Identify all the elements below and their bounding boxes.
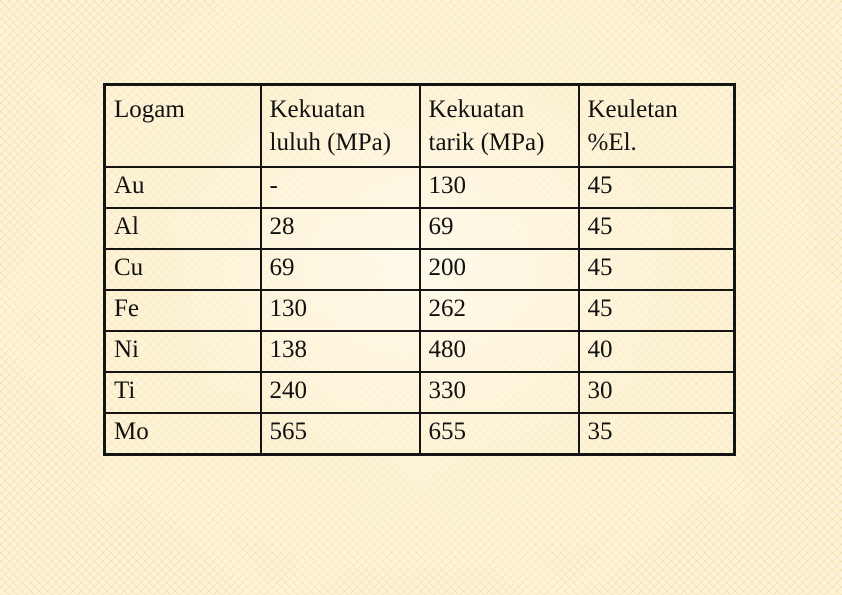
table-row (105, 413, 735, 455)
table-cell-yield: 69 (261, 249, 420, 290)
header-row (105, 85, 735, 168)
table-cell-tensile: 130 (420, 167, 579, 208)
header-line: tarik (MPa) (428, 128, 545, 156)
table-cell-ductility: 30 (579, 372, 735, 413)
table-cell-yield: 130 (261, 290, 420, 331)
header-line: Kekuatan (428, 96, 525, 123)
table-cell-ductility: 45 (579, 290, 735, 331)
table-header (105, 85, 735, 168)
table-cell-yield: 28 (261, 208, 420, 249)
table-cell-metal: Al (105, 208, 261, 249)
table-cell-metal: Fe (105, 290, 261, 331)
table-cell-tensile: 200 (420, 249, 579, 290)
table-row (105, 290, 735, 331)
table-cell-yield: 565 (261, 413, 420, 455)
header-cell-yield-strength (261, 85, 420, 168)
table-row (105, 167, 735, 208)
table-body (105, 167, 735, 455)
table-cell-tensile: 655 (420, 413, 579, 455)
table-cell-ductility: 45 (579, 167, 735, 208)
metal-properties-table (103, 83, 736, 456)
table-cell-yield: - (261, 167, 420, 208)
header-line: %El. (587, 128, 637, 156)
table-cell-metal: Ni (105, 331, 261, 372)
table-row (105, 249, 735, 290)
table-cell-tensile: 262 (420, 290, 579, 331)
table-row (105, 208, 735, 249)
table-cell-tensile: 69 (420, 208, 579, 249)
header-line: luluh (MPa) (269, 128, 392, 156)
table-cell-yield: 240 (261, 372, 420, 413)
table-cell-tensile: 480 (420, 331, 579, 372)
table-row (105, 372, 735, 413)
table-row (105, 331, 735, 372)
table-cell-ductility: 35 (579, 413, 735, 455)
header-line: Keuletan (587, 96, 678, 123)
table-cell-tensile: 330 (420, 372, 579, 413)
table-cell-metal: Ti (105, 372, 261, 413)
table-cell-metal: Au (105, 167, 261, 208)
header-line: Kekuatan (269, 96, 366, 123)
table-cell-ductility: 45 (579, 208, 735, 249)
header-cell-tensile-strength (420, 85, 579, 168)
table-cell-metal: Mo (105, 413, 261, 455)
table-cell-ductility: 45 (579, 249, 735, 290)
table-cell-yield: 138 (261, 331, 420, 372)
table-cell-metal: Cu (105, 249, 261, 290)
header-line: Logam (114, 96, 185, 123)
header-cell-ductility (579, 85, 735, 168)
header-cell-logam (105, 85, 261, 168)
table-cell-ductility: 40 (579, 331, 735, 372)
